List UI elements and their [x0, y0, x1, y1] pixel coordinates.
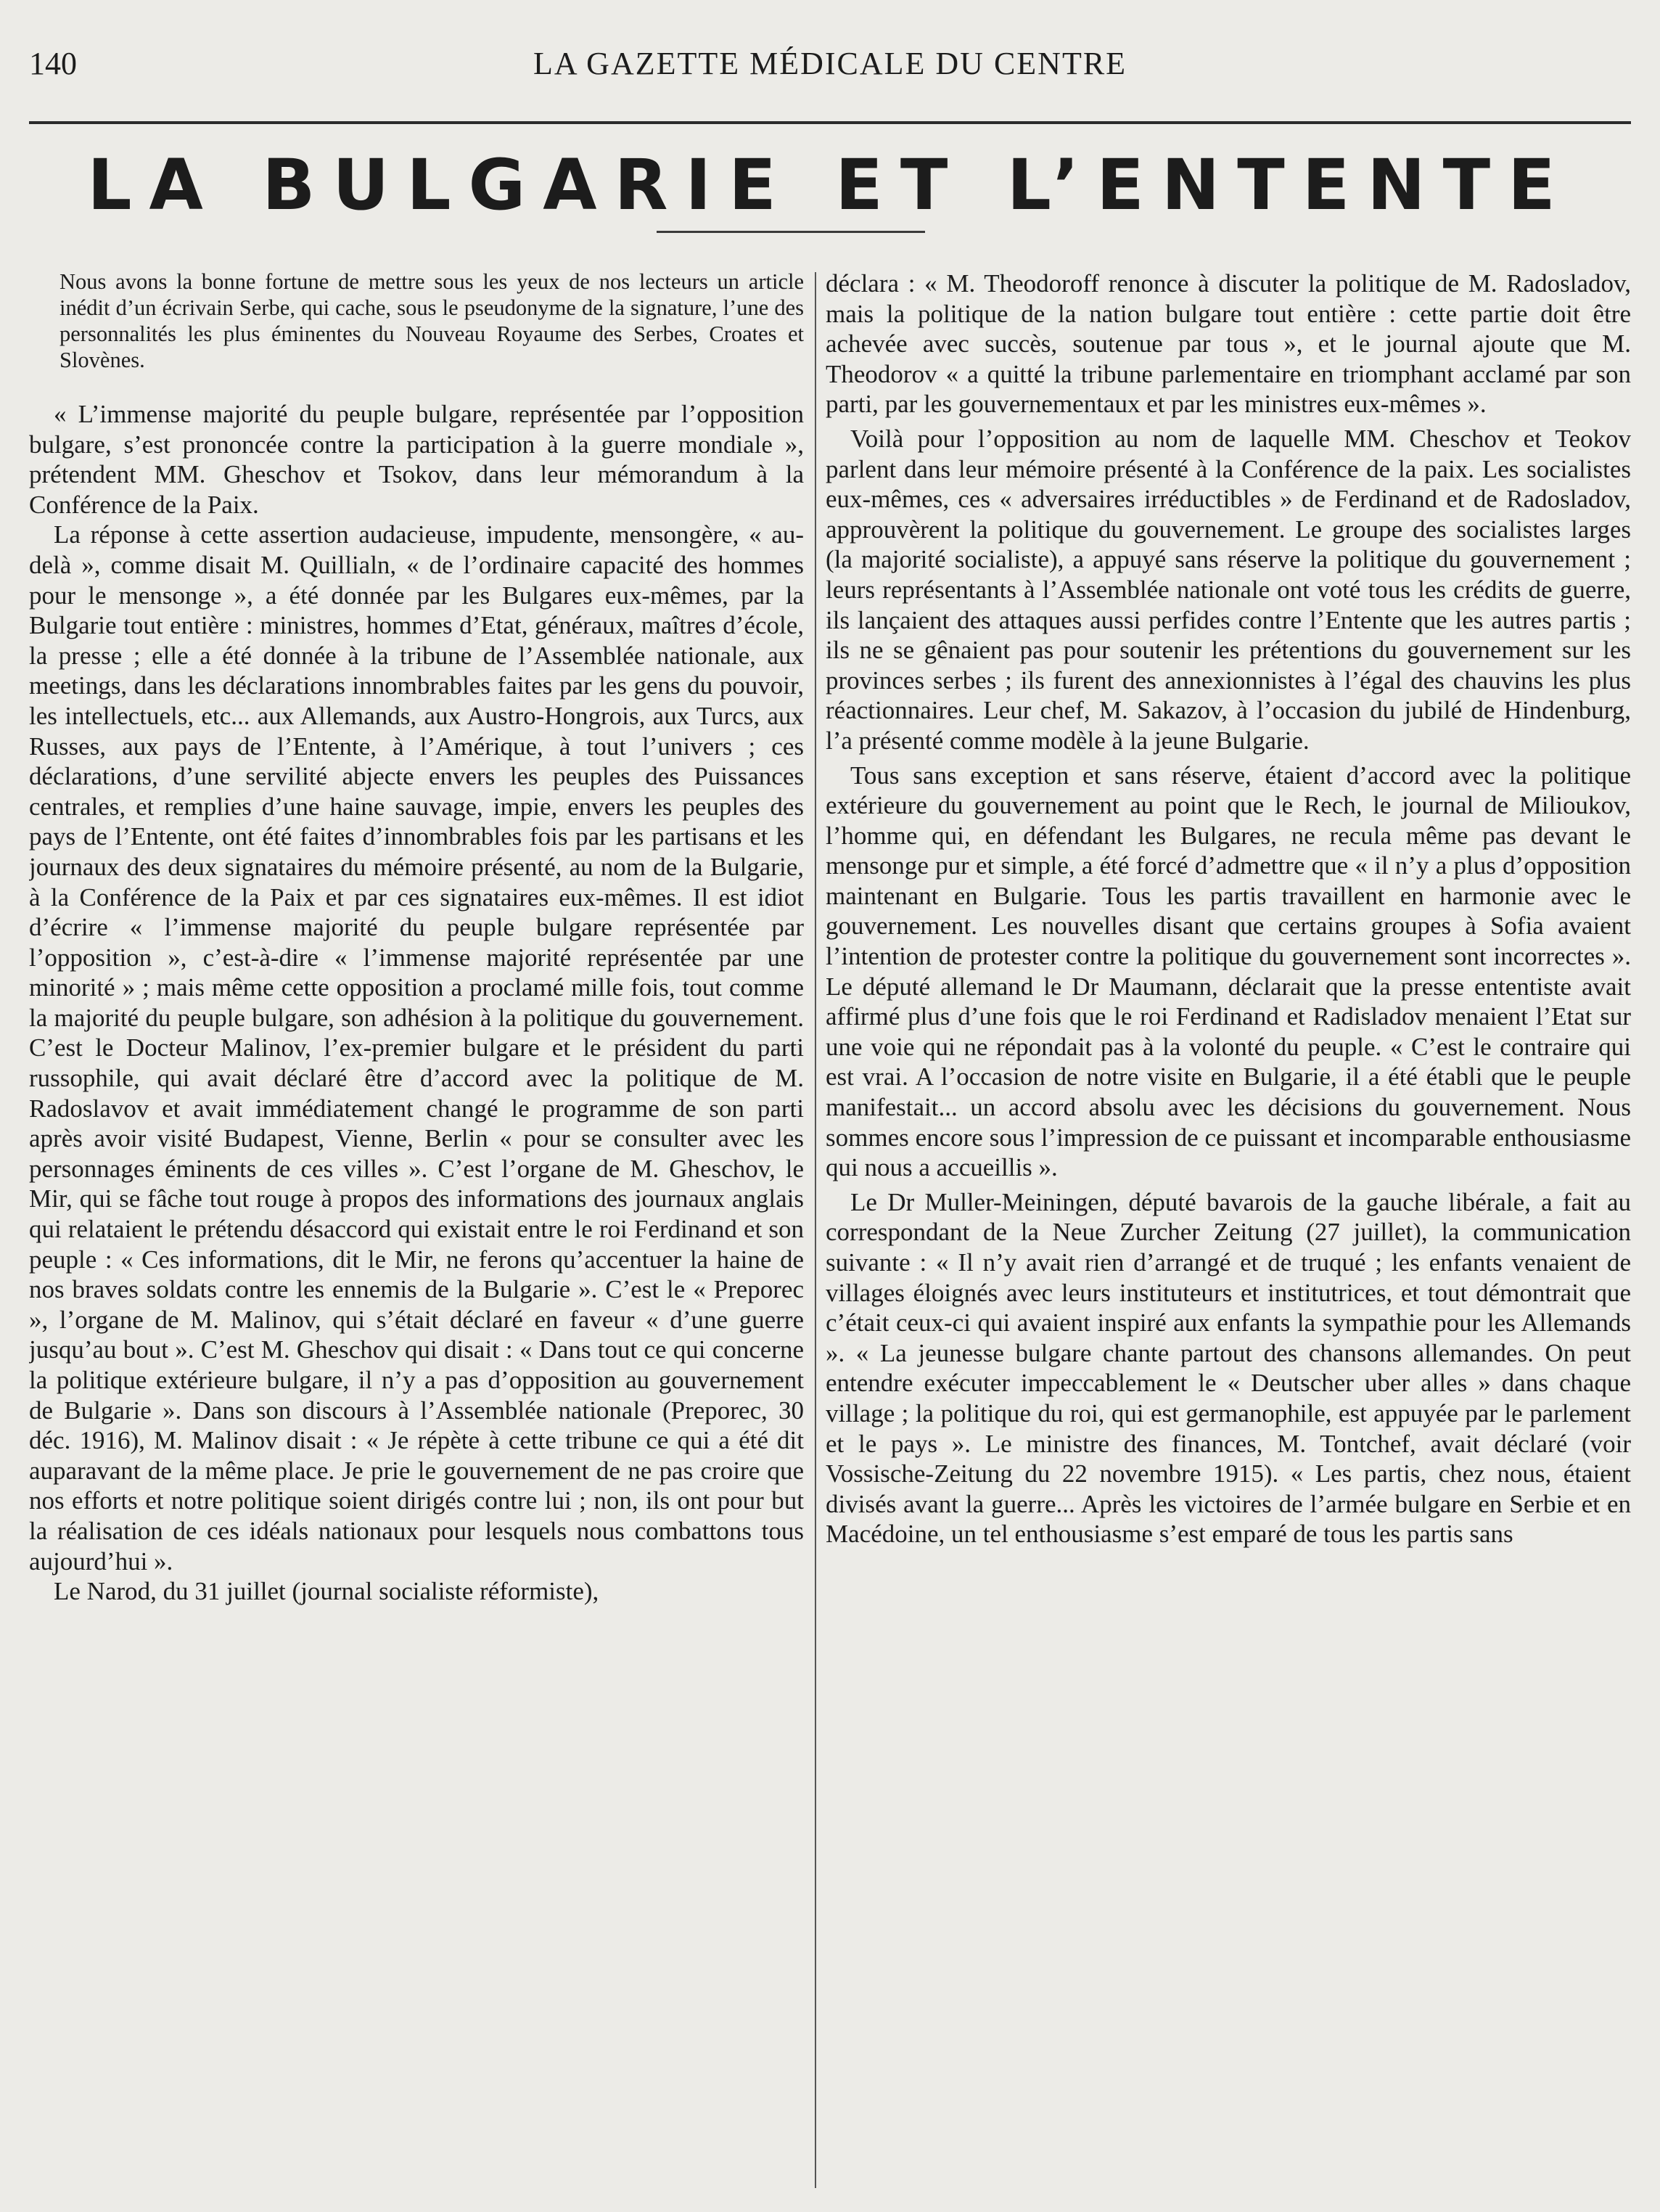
- paragraph: « L’immense majorité du peuple bulgare, représentée par l’opposition bulgare, s’est prononcée contre la participation à la guerre mondiale », prétendent MM. Gheschov et Tsokov, dans leur mémorandum à la Conférence de la Paix.: [29, 400, 804, 519]
- page-number: 140: [29, 46, 77, 81]
- running-header: [29, 45, 1631, 89]
- header-rule: [29, 121, 1631, 124]
- paragraph: Tous sans exception et sans réserve, étaient d’accord avec la politique extérieure du gouvernement au point que le Rech, le journal de Milioukov, l’homme qui, en défendant les Bulgares, ne recula même pas devant le mensonge pur et simple, a été forcé d’admettre que « il n’y a plus d’opposition maintenant en Bulgarie. Tous les partis travaillent en harmonie avec le gouvernement. Les nouvelles disant que certains groupes à Sofia avaient l’intention de protester contre la politique du gouvernement sont incorrectes ». Le député allemand le Dr Maumann, déclarait que la presse ententiste avait affirmé plus d’une fois que le roi Ferdinand et Radisladov menaient l’Etat sur une voie qui ne répondait pas à la volonté du peuple. « C’est le contraire qui est vrai. A l’occasion de notre visite en Bulgarie, il a été établi que le peuple manifestait... un accord absolu avec les décisions du gouvernement. Nous sommes encore sous l’impression de ce puissant et incomparable enthousiasme qui nous a accueillis ».: [826, 761, 1631, 1182]
- editor-intro: Nous avons la bonne fortune de mettre sous les yeux de nos lecteurs un article inédit d’un écrivain Serbe, qui cache, sous le pseudonyme de la signature, l’une des personnalités les plus éminentes du Nouveau Royaume des Serbes, Croates et Slovènes.: [59, 269, 804, 372]
- right-column: [826, 269, 1631, 2192]
- left-column: [29, 269, 804, 2192]
- paragraph: La réponse à cette assertion audacieuse, impudente, mensongère, « au-delà », comme disait M. Quillialn, « de l’ordinaire capacité des hommes pour le mensonge », a été donnée par les Bulgares eux-mêmes, par la Bulgarie tout entière : ministres, hommes d’Etat, généraux, maîtres d’école, la presse ; elle a été donnée à la tribune de l’Assemblée nationale, aux meetings, dans les déclarations innombrables faites par les gens du pouvoir, les intellectuels, etc... aux Allemands, aux Austro-Hongrois, aux Turcs, aux Russes, aux pays de l’Entente, à l’Amérique, à tout l’univers ; ces déclarations, d’une servilité abjecte envers les peuples des Puissances centrales, et remplies d’une haine sauvage, impie, envers les peuples des pays de l’Entente, ont été faites d’innombrables fois par les partisans et les journaux des deux signataires du mémoire présenté, au nom de la Bulgarie, à la Conférence de la Paix et par ces signataires eux-mêmes. Il est idiot d’écrire « l’immense majorité du peuple bulgare représentée par l’opposition », c’est-à-dire « l’immense majorité représentée par une minorité » ; mais même cette opposition a proclamé mille fois, tout comme la majorité du peuple bulgare, son adhésion à la politique du gouvernement. C’est le Docteur Malinov, l’ex-premier bulgare et le président du parti russophile, qui avait déclaré être d’accord avec la politique de M. Radoslavov et avait immédiatement changé le programme de son parti après avoir visité Budapest, Vienne, Berlin « pour se consulter avec les personnages éminents de ces villes ». C’est l’organe de M. Gheschov, le Mir, qui se fâche tout rouge à propos des informations des journaux anglais qui relataient le prétendu désaccord qui existait entre le roi Ferdinand et son peuple : « Ces informations, dit le Mir, ne ferons qu’accentuer la haine de nos braves soldats contre les ennemis de la Bulgarie ». C’est le « Preporec », l’organe de M. Malinov, qui s’était déclaré en faveur « d’une guerre jusqu’au bout ». C’est M. Gheschov qui disait : « Dans tout ce qui concerne la politique extérieure bulgare, il n’y a pas d’opposition au gouvernement de Bulgarie ». Dans son discours à l’Assemblée nationale (Preporec, 30 déc. 1916), M. Malinov disait : « Je répète à cette tribune ce qui a été dit auparavant de la même place. Je prie le gouvernement de ne pas croire que nos efforts et notre politique soient dirigés contre lui ; non, ils ont pour but la réalisation de ces idéals nationaux pour lesquels nous combattons tous aujourd’hui ».: [29, 520, 804, 1576]
- paragraph: Voilà pour l’opposition au nom de laquelle MM. Cheschov et Teokov parlent dans leur mémoire présenté à la Conférence de la paix. Les socialistes eux-mêmes, ces « adversaires irréductibles » de Ferdinand et de Radosladov, approuvèrent la politique du gouvernement. Le groupe des socialistes larges (la majorité socialiste), a appuyé sans réserve la politique du gouvernement ; leurs représentants à l’Assemblée nationale ont voté tous les crédits de guerre, ils lançaient des attaques aussi perfides contre l’Entente que les autres partis ; ils ne se gênaient pas pour soutenir les prétentions du gouvernement sur les provinces serbes ; ils furent des annexionnistes à l’égal des chauvins les plus réactionnaires. Leur chef, M. Sakazov, à l’occasion du jubilé de Hindenburg, l’a présenté comme modèle à la jeune Bulgarie.: [826, 424, 1631, 755]
- column-divider: [815, 272, 816, 2188]
- journal-title: LA GAZETTE MÉDICALE DU CENTRE: [533, 46, 1127, 81]
- paragraph-continued: déclara : « M. Theodoroff renonce à discuter la politique de M. Radosladov, mais la politique de la nation bulgare tout entière : cette partie doit être achevée avec succès, soutenue par tous », et le journal ajoute que M. Theodorov « a quitté la tribune parlementaire en triomphant acclamé par son parti, par les gouvernementaux et par les ministres eux-mêmes ».: [826, 269, 1631, 419]
- paragraph: Le Dr Muller-Meiningen, député bavarois de la gauche libérale, a fait au correspondant de la Neue Zurcher Zeitung (27 juillet), la communication suivante : « Il n’y avait rien d’arrangé et de truqué ; les enfants venaient de villages éloignés avec leurs instituteurs et institutrices, et tout démontrait que c’était ceux-ci qui avaient inspiré aux enfants la sympathie pour les Allemands ». « La jeunesse bulgare chante partout des chansons allemandes. On peut entendre exécuter impeccablement le « Deutscher uber alles » dans chaque village ; la politique du roi, qui est germanophile, est appuyée par le parlement et le pays ». Le ministre des finances, M. Tontchef, avait déclaré (voir Vossische-Zeitung du 22 novembre 1915). « Les partis, chez nous, étaient divisés avant la guerre... Après les victoires de l’armée bulgare en Serbie et en Macédoine, un tel enthousiasme s’est emparé de tous les partis sans: [826, 1187, 1631, 1549]
- paragraph: Le Narod, du 31 juillet (journal socialiste réformiste),: [54, 1577, 599, 1606]
- title-underline: [657, 231, 925, 233]
- article-title: LA BULGARIE ET L’ENTENTE: [87, 144, 1573, 226]
